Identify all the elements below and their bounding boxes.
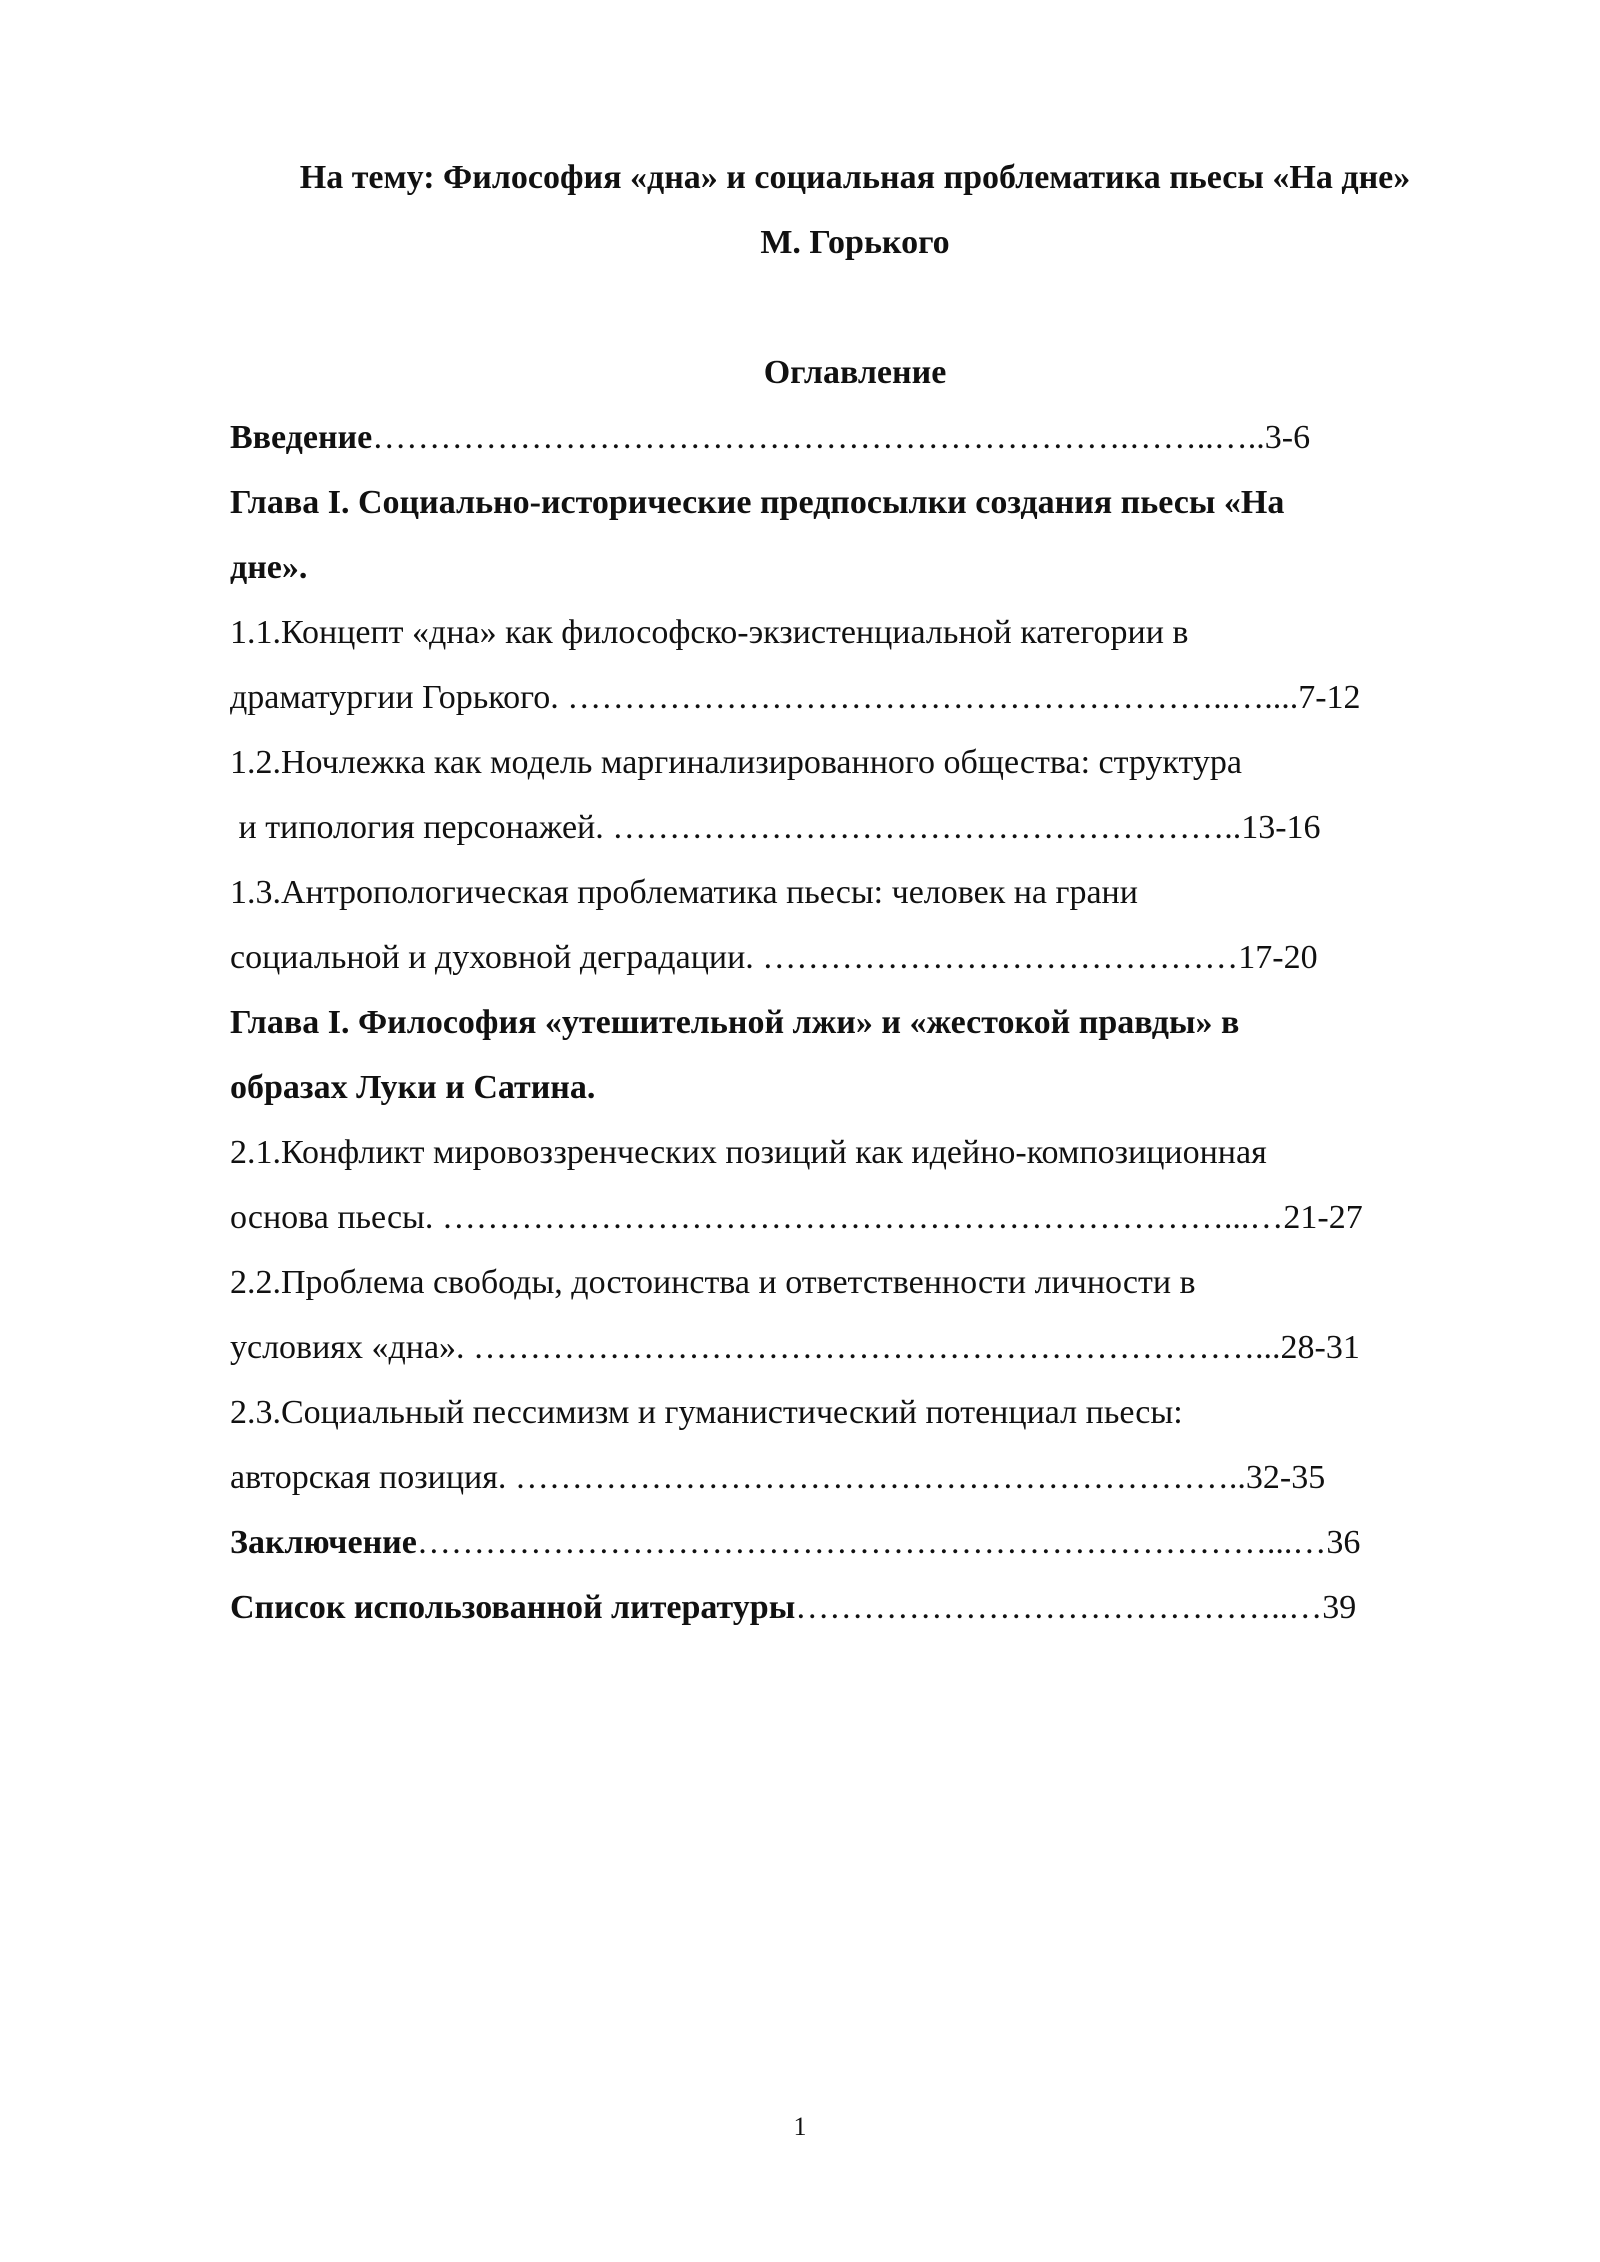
toc-page-range: 3-6 bbox=[1264, 419, 1311, 456]
toc-entry-introduction bbox=[230, 405, 1490, 470]
toc-section-2-1-line-1: 2.1.Конфликт мировоззренческих позиций как идейно-композиционная bbox=[230, 1134, 1267, 1171]
toc-page-range: 32-35 bbox=[1245, 1459, 1326, 1496]
toc-entry-references bbox=[230, 1575, 1490, 1640]
toc-page-range: 21-27 bbox=[1283, 1199, 1363, 1236]
toc-entry-text: основа пьесы. ……………………………………………………………...… bbox=[230, 1199, 1284, 1236]
toc-leader-dots: …………………………………………………………………...… bbox=[416, 1524, 1327, 1561]
table-of-contents bbox=[230, 405, 1490, 1640]
toc-section-1-1-line-2 bbox=[230, 665, 1490, 730]
toc-section-1-1-line-1: 1.1.Концепт «дна» как философско-экзистенциальной категории в bbox=[230, 614, 1189, 651]
toc-section-2-3-line-1: 2.3.Социальный пессимизм и гуманистический потенциал пьесы: bbox=[230, 1394, 1183, 1431]
toc-entry-text: авторская позиция. ……………………………………………………….. bbox=[230, 1459, 1246, 1496]
toc-section-2-1-line-2 bbox=[230, 1185, 1490, 1250]
toc-entry-text: драматургии Горького. …………………………………………………..….... bbox=[230, 679, 1299, 716]
document-title bbox=[230, 145, 1480, 275]
toc-page-range: 39 bbox=[1322, 1589, 1357, 1626]
toc-page-range: 36 bbox=[1326, 1524, 1361, 1561]
toc-section-2-2-line-1: 2.2.Проблема свободы, достоинства и ответственности личности в bbox=[230, 1264, 1196, 1301]
toc-entry-label: Список использованной литературы bbox=[230, 1589, 796, 1626]
toc-heading: Оглавление bbox=[763, 354, 947, 391]
title-line-1: На тему: Философия «дна» и социальная проблематика пьесы «На дне» bbox=[299, 159, 1411, 196]
toc-page-range: 7-12 bbox=[1298, 679, 1361, 716]
toc-leader-dots: ………………………………………………………….……..….. bbox=[372, 419, 1265, 456]
toc-leader-dots: ……………………………………..… bbox=[795, 1589, 1323, 1626]
toc-section-1-3-line-2 bbox=[230, 925, 1490, 990]
toc-section-1-2-line-2 bbox=[230, 795, 1490, 860]
toc-page-range: .13-16 bbox=[1232, 809, 1321, 846]
page-number: 1 bbox=[793, 2112, 807, 2141]
toc-section-2-2-line-2 bbox=[230, 1315, 1490, 1380]
toc-entry-label: Введение bbox=[230, 419, 373, 456]
toc-entry-conclusion bbox=[230, 1510, 1490, 1575]
toc-entry-text: и типология персонажей. ………………………………………………. bbox=[230, 809, 1233, 846]
toc-section-1-2-line-1: 1.2.Ночлежка как модель маргинализированного общества: структура bbox=[230, 744, 1242, 781]
toc-entry-label: Заключение bbox=[230, 1524, 417, 1561]
toc-section-1-3-line-1: 1.3.Антропологическая проблематика пьесы: человек на грани bbox=[230, 874, 1138, 911]
toc-chapter-1-line-2: дне». bbox=[230, 549, 308, 586]
toc-entry-text: социальной и духовной деградации. …………………………………… bbox=[230, 939, 1239, 976]
toc-page-range: 28-31 bbox=[1280, 1329, 1360, 1366]
toc-section-2-3-line-2 bbox=[230, 1445, 1490, 1510]
toc-chapter-2-line-1: Глава I. Философия «утешительной лжи» и «жестокой правды» в bbox=[230, 1004, 1240, 1041]
toc-entry-text: условиях «дна». ……………………………………………………………... bbox=[230, 1329, 1281, 1366]
toc-chapter-2-line-2: образах Луки и Сатина. bbox=[230, 1069, 596, 1106]
toc-chapter-1-line-1: Глава I. Социально-исторические предпосылки создания пьесы «На bbox=[230, 484, 1285, 521]
title-line-2: М. Горького bbox=[760, 224, 950, 261]
toc-page-range: 17-20 bbox=[1238, 939, 1318, 976]
